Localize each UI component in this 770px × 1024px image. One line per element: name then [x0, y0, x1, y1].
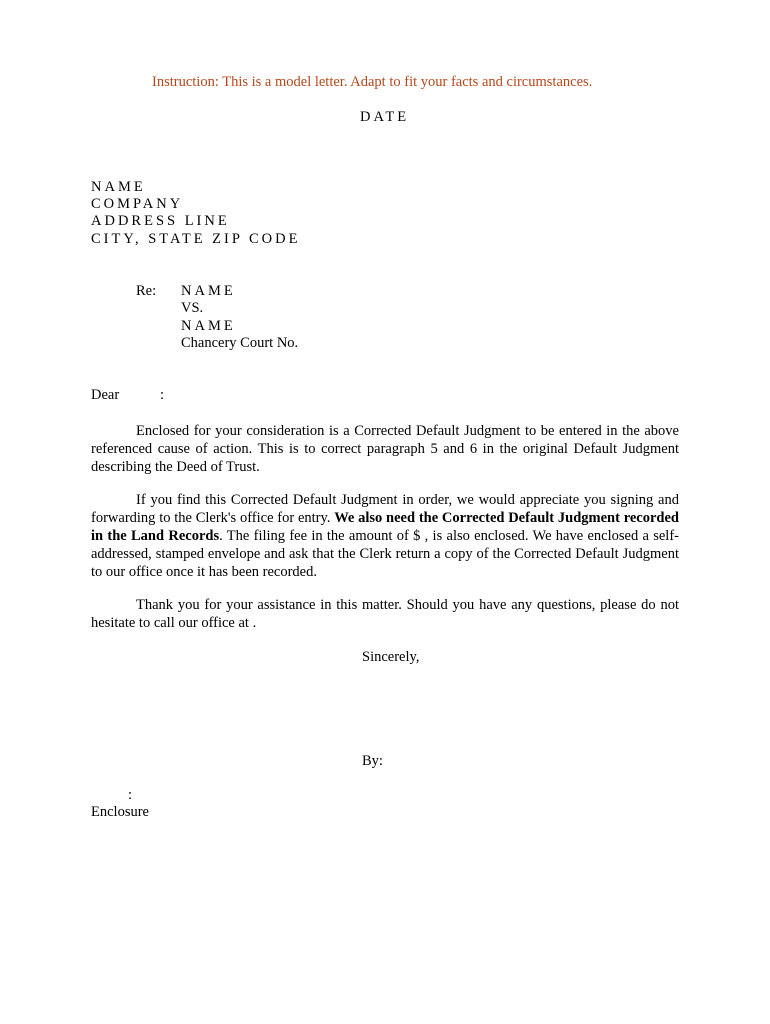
- date: DATE: [360, 109, 410, 125]
- closing: Sincerely,: [362, 649, 420, 665]
- re-vs: VS.: [181, 300, 204, 316]
- paragraph-2: [91, 491, 679, 581]
- paragraph-3: Thank you for your assistance in this matter. Should you have any questions, please do not hesitate to call our office at .: [91, 597, 679, 631]
- p2-text-end: . The filing fee in the amount of $ , is also enclosed. We have enclosed a self-addressed, stamped envelope and ask that the Clerk return a copy of the Corrected Default Judgment to our office once it has been recorded.: [91, 528, 679, 580]
- recipient-address: ADDRESS LINE: [91, 213, 230, 229]
- signature-by: By:: [362, 753, 383, 769]
- paragraph-1: Enclosed for your consideration is a Corrected Default Judgment to be entered in the above referenced cause of action. This is to correct paragraph 5 and 6 in the original Default Judgment describing the Deed of Trust.: [91, 423, 679, 475]
- instruction-note: Instruction: This is a model letter. Adapt to fit your facts and circumstances.: [152, 74, 593, 90]
- salutation: Dear: [91, 387, 120, 403]
- enclosure: Enclosure: [91, 804, 149, 820]
- re-court: Chancery Court No.: [181, 335, 299, 351]
- recipient-city: CITY, STATE ZIP CODE: [91, 231, 301, 247]
- re-label: Re:: [136, 283, 157, 299]
- salutation-colon: :: [160, 387, 165, 403]
- p2-bold: We also need the Corrected Default Judgment recorded in the Land Records: [91, 510, 679, 544]
- recipient-name: NAME: [91, 179, 146, 195]
- initials-colon: :: [128, 787, 133, 803]
- re-party-1: NAME: [181, 283, 236, 299]
- re-party-2: NAME: [181, 318, 236, 334]
- p2-text: If you find this Corrected Default Judgment in order, we would appreciate you signing and forwarding to the Clerk's office for entry.: [91, 492, 679, 526]
- recipient-company: COMPANY: [91, 196, 184, 212]
